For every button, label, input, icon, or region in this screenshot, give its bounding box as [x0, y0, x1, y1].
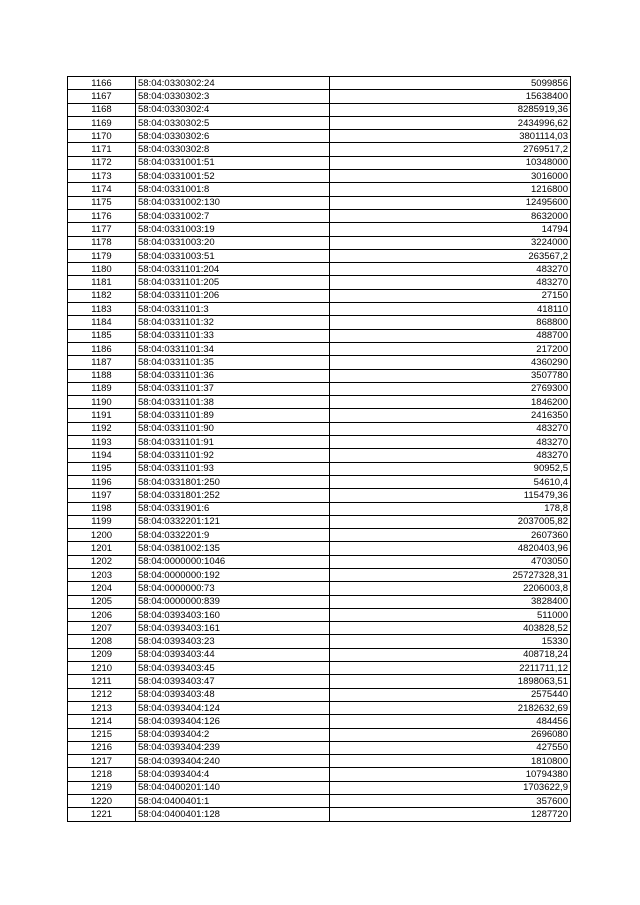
table-row	[68, 276, 571, 289]
cadastral-number-cell: 58:04:0393404:124	[136, 701, 330, 714]
value-cell: 5099856	[330, 77, 571, 90]
row-number-cell: 1166	[68, 77, 136, 90]
row-number-cell: 1174	[68, 183, 136, 196]
value-cell: 4820403,96	[330, 542, 571, 555]
value-cell: 1898063,51	[330, 675, 571, 688]
cadastral-number-cell: 58:04:0331801:252	[136, 489, 330, 502]
row-number-cell: 1182	[68, 289, 136, 302]
value-cell: 2416350	[330, 409, 571, 422]
cadastral-value-table	[67, 76, 571, 822]
row-number-cell: 1192	[68, 422, 136, 435]
table-row	[68, 502, 571, 515]
cadastral-number-cell: 58:04:0331101:38	[136, 396, 330, 409]
row-number-cell: 1207	[68, 622, 136, 635]
cadastral-number-cell: 58:04:0331101:32	[136, 316, 330, 329]
cadastral-number-cell: 58:04:0332201:9	[136, 529, 330, 542]
table-row	[68, 808, 571, 821]
cadastral-number-cell: 58:04:0331003:20	[136, 236, 330, 249]
table-body	[68, 77, 571, 822]
value-cell: 511000	[330, 608, 571, 621]
row-number-cell: 1211	[68, 675, 136, 688]
value-cell: 484456	[330, 715, 571, 728]
table-row	[68, 436, 571, 449]
cadastral-number-cell: 58:04:0331101:89	[136, 409, 330, 422]
cadastral-number-cell: 58:04:0331101:206	[136, 289, 330, 302]
value-cell: 27150	[330, 289, 571, 302]
value-cell: 3016000	[330, 170, 571, 183]
table-row	[68, 422, 571, 435]
row-number-cell: 1216	[68, 741, 136, 754]
table-row	[68, 582, 571, 595]
row-number-cell: 1214	[68, 715, 136, 728]
value-cell: 263567,2	[330, 249, 571, 262]
cadastral-number-cell: 58:04:0393404:239	[136, 741, 330, 754]
value-cell: 8285919,36	[330, 103, 571, 116]
cadastral-number-cell: 58:04:0330302:6	[136, 130, 330, 143]
value-cell: 10348000	[330, 156, 571, 169]
row-number-cell: 1178	[68, 236, 136, 249]
cadastral-number-cell: 58:04:0330302:8	[136, 143, 330, 156]
cadastral-number-cell: 58:04:0381002:135	[136, 542, 330, 555]
cadastral-number-cell: 58:04:0000000:192	[136, 568, 330, 581]
cadastral-number-cell: 58:04:0400401:1	[136, 795, 330, 808]
cadastral-number-cell: 58:04:0400201:140	[136, 781, 330, 794]
table-row	[68, 608, 571, 621]
table-row	[68, 675, 571, 688]
value-cell: 868800	[330, 316, 571, 329]
cadastral-number-cell: 58:04:0331101:92	[136, 449, 330, 462]
table-row	[68, 768, 571, 781]
cadastral-number-cell: 58:04:0331901:6	[136, 502, 330, 515]
value-cell: 3224000	[330, 236, 571, 249]
row-number-cell: 1212	[68, 688, 136, 701]
row-number-cell: 1173	[68, 170, 136, 183]
table-row	[68, 183, 571, 196]
value-cell: 178,8	[330, 502, 571, 515]
row-number-cell: 1176	[68, 209, 136, 222]
value-cell: 1846200	[330, 396, 571, 409]
table-row	[68, 77, 571, 90]
row-number-cell: 1204	[68, 582, 136, 595]
value-cell: 483270	[330, 276, 571, 289]
value-cell: 2575440	[330, 688, 571, 701]
table-row	[68, 316, 571, 329]
table-row	[68, 622, 571, 635]
value-cell: 25727328,31	[330, 568, 571, 581]
row-number-cell: 1180	[68, 263, 136, 276]
table-row	[68, 170, 571, 183]
cadastral-number-cell: 58:04:0000000:839	[136, 595, 330, 608]
row-number-cell: 1194	[68, 449, 136, 462]
row-number-cell: 1179	[68, 249, 136, 262]
row-number-cell: 1169	[68, 116, 136, 129]
table-row	[68, 116, 571, 129]
value-cell: 483270	[330, 422, 571, 435]
value-cell: 2434996,62	[330, 116, 571, 129]
value-cell: 115479,36	[330, 489, 571, 502]
row-number-cell: 1200	[68, 529, 136, 542]
value-cell: 1287720	[330, 808, 571, 821]
table-row	[68, 662, 571, 675]
table-row	[68, 263, 571, 276]
table-row	[68, 130, 571, 143]
value-cell: 2696080	[330, 728, 571, 741]
row-number-cell: 1175	[68, 196, 136, 209]
value-cell: 3507780	[330, 369, 571, 382]
row-number-cell: 1172	[68, 156, 136, 169]
table-row	[68, 688, 571, 701]
cadastral-number-cell: 58:04:0331003:51	[136, 249, 330, 262]
value-cell: 427550	[330, 741, 571, 754]
table-row	[68, 701, 571, 714]
table-row	[68, 103, 571, 116]
row-number-cell: 1196	[68, 475, 136, 488]
cadastral-number-cell: 58:04:0331002:130	[136, 196, 330, 209]
row-number-cell: 1167	[68, 90, 136, 103]
cadastral-number-cell: 58:04:0331101:34	[136, 342, 330, 355]
cadastral-number-cell: 58:04:0393404:240	[136, 755, 330, 768]
row-number-cell: 1206	[68, 608, 136, 621]
table-row	[68, 728, 571, 741]
row-number-cell: 1199	[68, 515, 136, 528]
value-cell: 2206003,8	[330, 582, 571, 595]
row-number-cell: 1188	[68, 369, 136, 382]
row-number-cell: 1213	[68, 701, 136, 714]
table-row	[68, 303, 571, 316]
table-row	[68, 329, 571, 342]
cadastral-number-cell: 58:04:0331101:33	[136, 329, 330, 342]
cadastral-number-cell: 58:04:0331001:8	[136, 183, 330, 196]
cadastral-number-cell: 58:04:0331101:93	[136, 462, 330, 475]
row-number-cell: 1208	[68, 635, 136, 648]
row-number-cell: 1168	[68, 103, 136, 116]
cadastral-number-cell: 58:04:0331002:7	[136, 209, 330, 222]
value-cell: 408718,24	[330, 648, 571, 661]
table-row	[68, 156, 571, 169]
cadastral-number-cell: 58:04:0393403:44	[136, 648, 330, 661]
row-number-cell: 1190	[68, 396, 136, 409]
row-number-cell: 1197	[68, 489, 136, 502]
value-cell: 2037005,82	[330, 515, 571, 528]
cadastral-number-cell: 58:04:0331101:3	[136, 303, 330, 316]
table-row	[68, 209, 571, 222]
table-row	[68, 555, 571, 568]
row-number-cell: 1215	[68, 728, 136, 741]
row-number-cell: 1195	[68, 462, 136, 475]
table-row	[68, 795, 571, 808]
row-number-cell: 1191	[68, 409, 136, 422]
row-number-cell: 1201	[68, 542, 136, 555]
table-row	[68, 515, 571, 528]
row-number-cell: 1202	[68, 555, 136, 568]
row-number-cell: 1177	[68, 223, 136, 236]
value-cell: 4360290	[330, 356, 571, 369]
table-row	[68, 356, 571, 369]
row-number-cell: 1193	[68, 436, 136, 449]
value-cell: 8632000	[330, 209, 571, 222]
value-cell: 2607360	[330, 529, 571, 542]
value-cell: 4703050	[330, 555, 571, 568]
table-row	[68, 396, 571, 409]
row-number-cell: 1170	[68, 130, 136, 143]
row-number-cell: 1210	[68, 662, 136, 675]
cadastral-number-cell: 58:04:0331101:35	[136, 356, 330, 369]
table-row	[68, 249, 571, 262]
row-number-cell: 1184	[68, 316, 136, 329]
value-cell: 483270	[330, 263, 571, 276]
table-row	[68, 755, 571, 768]
cadastral-number-cell: 58:04:0400401:128	[136, 808, 330, 821]
value-cell: 3828400	[330, 595, 571, 608]
cadastral-number-cell: 58:04:0000000:1046	[136, 555, 330, 568]
value-cell: 15330	[330, 635, 571, 648]
row-number-cell: 1217	[68, 755, 136, 768]
table-row	[68, 635, 571, 648]
cadastral-number-cell: 58:04:0393403:47	[136, 675, 330, 688]
value-cell: 418110	[330, 303, 571, 316]
cadastral-number-cell: 58:04:0331001:52	[136, 170, 330, 183]
table-row	[68, 382, 571, 395]
cadastral-number-cell: 58:04:0331001:51	[136, 156, 330, 169]
row-number-cell: 1189	[68, 382, 136, 395]
table-row	[68, 236, 571, 249]
cadastral-number-cell: 58:04:0393404:2	[136, 728, 330, 741]
cadastral-number-cell: 58:04:0393404:126	[136, 715, 330, 728]
value-cell: 483270	[330, 449, 571, 462]
table-row	[68, 741, 571, 754]
cadastral-number-cell: 58:04:0393403:45	[136, 662, 330, 675]
row-number-cell: 1187	[68, 356, 136, 369]
value-cell: 403828,52	[330, 622, 571, 635]
table-row	[68, 369, 571, 382]
cadastral-number-cell: 58:04:0393404:4	[136, 768, 330, 781]
value-cell: 54610,4	[330, 475, 571, 488]
row-number-cell: 1218	[68, 768, 136, 781]
row-number-cell: 1186	[68, 342, 136, 355]
value-cell: 14794	[330, 223, 571, 236]
value-cell: 2211711,12	[330, 662, 571, 675]
row-number-cell: 1220	[68, 795, 136, 808]
cadastral-number-cell: 58:04:0331101:204	[136, 263, 330, 276]
value-cell: 2769517,2	[330, 143, 571, 156]
row-number-cell: 1209	[68, 648, 136, 661]
table-row	[68, 409, 571, 422]
row-number-cell: 1185	[68, 329, 136, 342]
table-row	[68, 289, 571, 302]
value-cell: 2769300	[330, 382, 571, 395]
value-cell: 483270	[330, 436, 571, 449]
table-row	[68, 489, 571, 502]
cadastral-number-cell: 58:04:0393403:161	[136, 622, 330, 635]
cadastral-number-cell: 58:04:0393403:23	[136, 635, 330, 648]
value-cell: 488700	[330, 329, 571, 342]
table-row	[68, 648, 571, 661]
table-row	[68, 781, 571, 794]
table-row	[68, 90, 571, 103]
value-cell: 90952,5	[330, 462, 571, 475]
cadastral-number-cell: 58:04:0330302:4	[136, 103, 330, 116]
table-row	[68, 223, 571, 236]
row-number-cell: 1198	[68, 502, 136, 515]
cadastral-number-cell: 58:04:0331101:36	[136, 369, 330, 382]
cadastral-number-cell: 58:04:0331101:90	[136, 422, 330, 435]
value-cell: 2182632,69	[330, 701, 571, 714]
cadastral-number-cell: 58:04:0331101:37	[136, 382, 330, 395]
cadastral-number-cell: 58:04:0330302:24	[136, 77, 330, 90]
cadastral-number-cell: 58:04:0000000:73	[136, 582, 330, 595]
cadastral-number-cell: 58:04:0330302:3	[136, 90, 330, 103]
cadastral-number-cell: 58:04:0331801:250	[136, 475, 330, 488]
table-row	[68, 462, 571, 475]
cadastral-number-cell: 58:04:0393403:160	[136, 608, 330, 621]
table-row	[68, 143, 571, 156]
cadastral-number-cell: 58:04:0330302:5	[136, 116, 330, 129]
value-cell: 3801114,03	[330, 130, 571, 143]
row-number-cell: 1183	[68, 303, 136, 316]
row-number-cell: 1221	[68, 808, 136, 821]
cadastral-number-cell: 58:04:0331101:91	[136, 436, 330, 449]
value-cell: 15638400	[330, 90, 571, 103]
table-row	[68, 449, 571, 462]
value-cell: 12495600	[330, 196, 571, 209]
value-cell: 1216800	[330, 183, 571, 196]
row-number-cell: 1171	[68, 143, 136, 156]
cadastral-number-cell: 58:04:0331003:19	[136, 223, 330, 236]
value-cell: 10794380	[330, 768, 571, 781]
cadastral-number-cell: 58:04:0393403:48	[136, 688, 330, 701]
value-cell: 1703622,9	[330, 781, 571, 794]
value-cell: 1810800	[330, 755, 571, 768]
cadastral-number-cell: 58:04:0332201:121	[136, 515, 330, 528]
row-number-cell: 1219	[68, 781, 136, 794]
row-number-cell: 1181	[68, 276, 136, 289]
table-row	[68, 568, 571, 581]
value-cell: 217200	[330, 342, 571, 355]
table-row	[68, 595, 571, 608]
cadastral-number-cell: 58:04:0331101:205	[136, 276, 330, 289]
table-row	[68, 542, 571, 555]
table-row	[68, 196, 571, 209]
value-cell: 357600	[330, 795, 571, 808]
row-number-cell: 1203	[68, 568, 136, 581]
table-row	[68, 529, 571, 542]
table-row	[68, 715, 571, 728]
table-row	[68, 475, 571, 488]
table-row	[68, 342, 571, 355]
row-number-cell: 1205	[68, 595, 136, 608]
